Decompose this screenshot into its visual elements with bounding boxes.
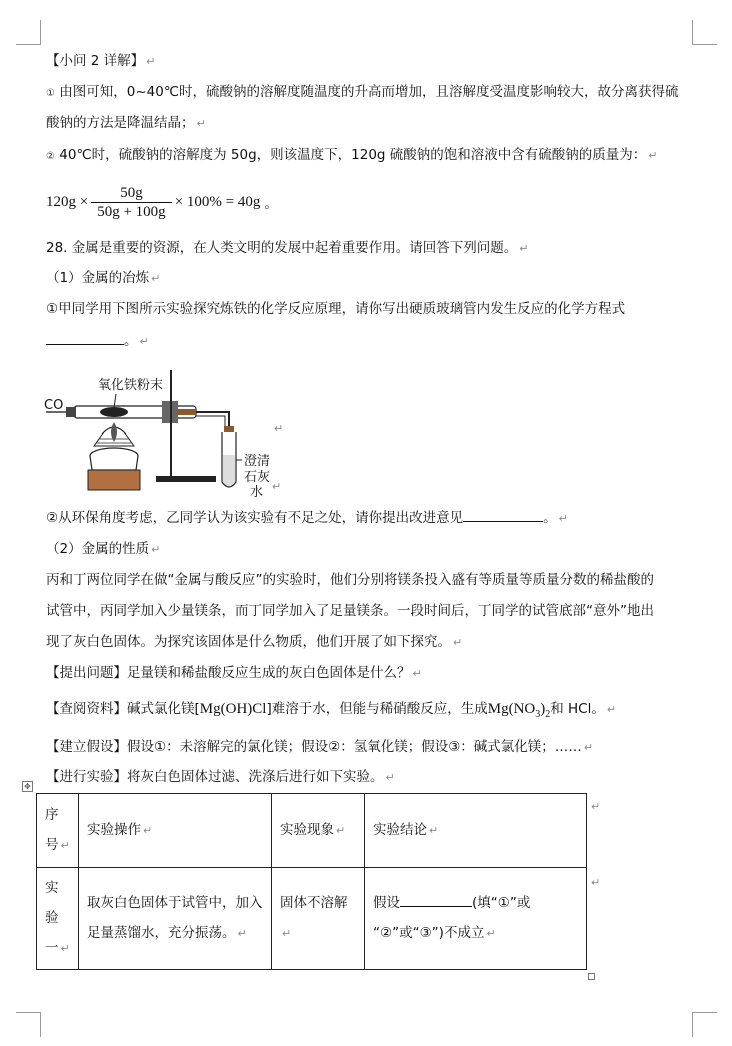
co-label: CO xyxy=(44,398,64,413)
mass-formula: 120g × $\frac{50g}{50g + 100g}$ × 100% = 40g 。 xyxy=(46,184,278,220)
row-phenomenon: 固体不溶解↵ xyxy=(272,868,365,970)
row-end-mark: ↵ xyxy=(591,876,601,889)
limewater-label-2: 石灰 xyxy=(244,470,271,485)
table-header-row xyxy=(37,794,587,868)
limewater-label-1: 澄清 xyxy=(244,454,271,469)
line-consult-info: 【查阅资料】碱式氯化镁[Mg(OH)Cl]难溶于水，但能与稀硝酸反应，生成$Mg(NO_3)_2$和 HCl。 ↵ xyxy=(46,701,617,720)
ironmaking-apparatus-diagram xyxy=(44,370,284,500)
line-answer-1-cont: 酸钠的方法是降温结晶； ↵ xyxy=(46,115,206,131)
formula-fraction: $\frac{50g}{50g + 100g}$ xyxy=(91,184,171,221)
table-move-handle-icon[interactable]: ✥ xyxy=(22,781,33,792)
equation-answer-line: 。 ↵ xyxy=(46,331,149,352)
crop-mark-top-right xyxy=(692,20,717,45)
line-answer-2: ② 40℃时，硫酸钠的溶解度为 50g，则该温度下，120g 硫酸钠的饱和溶液中含有硫酸钠的质量为： ↵ xyxy=(46,147,658,163)
paragraph-experiment-2: 试管中，丙同学加入少量镁条，而丁同学加入了足量镁条。一段时间后，丁同学的试管底部“意外”地出 xyxy=(46,603,654,619)
crop-mark-bottom-right xyxy=(692,1012,717,1037)
paragraph-experiment-3: 现了灰白色固体。为探究该固体是什么物质，他们开展了如下探究。 ↵ xyxy=(46,634,463,650)
paragraph-mark: ↵ xyxy=(272,480,282,493)
row-operation: 取灰白色固体于试管中，加入 足量蒸馏水，充分振荡。 ↵ xyxy=(79,868,272,970)
line-answer-1: ① 由图可知，0~40℃时，硫酸钠的溶解度随温度的升高而增加，且溶解度受温度影响较大，故分离获得硫 xyxy=(46,84,679,100)
row-conclusion: 假设 (填“①”或 “②”或“③”)不成立 ↵ xyxy=(365,868,587,970)
experiment-table xyxy=(36,793,587,970)
paragraph-mark: ↵ xyxy=(274,422,284,435)
hypothesis-blank[interactable] xyxy=(400,893,472,907)
formula-mg-oh-cl: Mg(OH)Cl xyxy=(199,701,267,717)
header-phenomenon: 实验现象 ↵ xyxy=(272,794,365,868)
header-operation: 实验操作 ↵ xyxy=(79,794,272,868)
improvement-blank[interactable] xyxy=(463,508,543,522)
line-hypotheses: 【建立假设】假设①：未溶解完的氯化镁；假设②：氢氧化镁；假设③：碱式氯化镁；…… ↵ xyxy=(46,739,594,755)
question-improvement: ②从环保角度考虑，乙同学认为该实验有不足之处，请你提出改进意见 。 ↵ xyxy=(46,510,568,526)
table-resize-handle[interactable] xyxy=(588,973,595,980)
header-seq: 序 号 ↵ xyxy=(37,794,79,868)
limewater-label-3: 水 xyxy=(250,485,264,500)
answer-blank[interactable] xyxy=(46,331,124,345)
question-equation: ①甲同学用下图所示实验探究炼铁的化学反应原理，请你写出硬质玻璃管内发生反应的化学方程式 xyxy=(46,301,626,317)
formula-mg-no3-2: $Mg(NO_3)_2$ xyxy=(487,701,551,720)
paragraph-experiment-1: 丙和丁两位同学在做“金属与酸反应”的实验时，他们分别将镁条投入盛有等质量等质量分数的稀盐酸的 xyxy=(46,572,654,588)
question-28-stem: 28. 金属是重要的资源，在人类文明的发展中起着重要作用。请回答下列问题。 ↵ xyxy=(46,240,529,256)
table-row xyxy=(37,868,587,970)
row-seq: 实 验 一 ↵ xyxy=(37,868,79,970)
row-end-mark: ↵ xyxy=(591,800,601,813)
iron-oxide-powder-label: 氧化铁粉末 xyxy=(98,378,164,393)
line-conduct-experiment: 【进行实验】将灰白色固体过滤、洗涤后进行如下实验。 ↵ xyxy=(46,769,395,785)
paragraph-mark: ↵ xyxy=(146,55,156,68)
crop-mark-top-left xyxy=(16,20,41,45)
section-metal-properties: （2）金属的性质 ↵ xyxy=(46,541,161,557)
header-conclusion: 实验结论 ↵ xyxy=(365,794,587,868)
line-raise-question: 【提出问题】足量镁和稀盐酸反应生成的灰白色固体是什么？ ↵ xyxy=(46,665,422,681)
crop-mark-bottom-left xyxy=(16,1012,41,1037)
section-metal-smelting: （1）金属的冶炼 ↵ xyxy=(46,270,161,286)
line-subquestion-title: 【小问 2 详解】 ↵ xyxy=(46,53,156,69)
